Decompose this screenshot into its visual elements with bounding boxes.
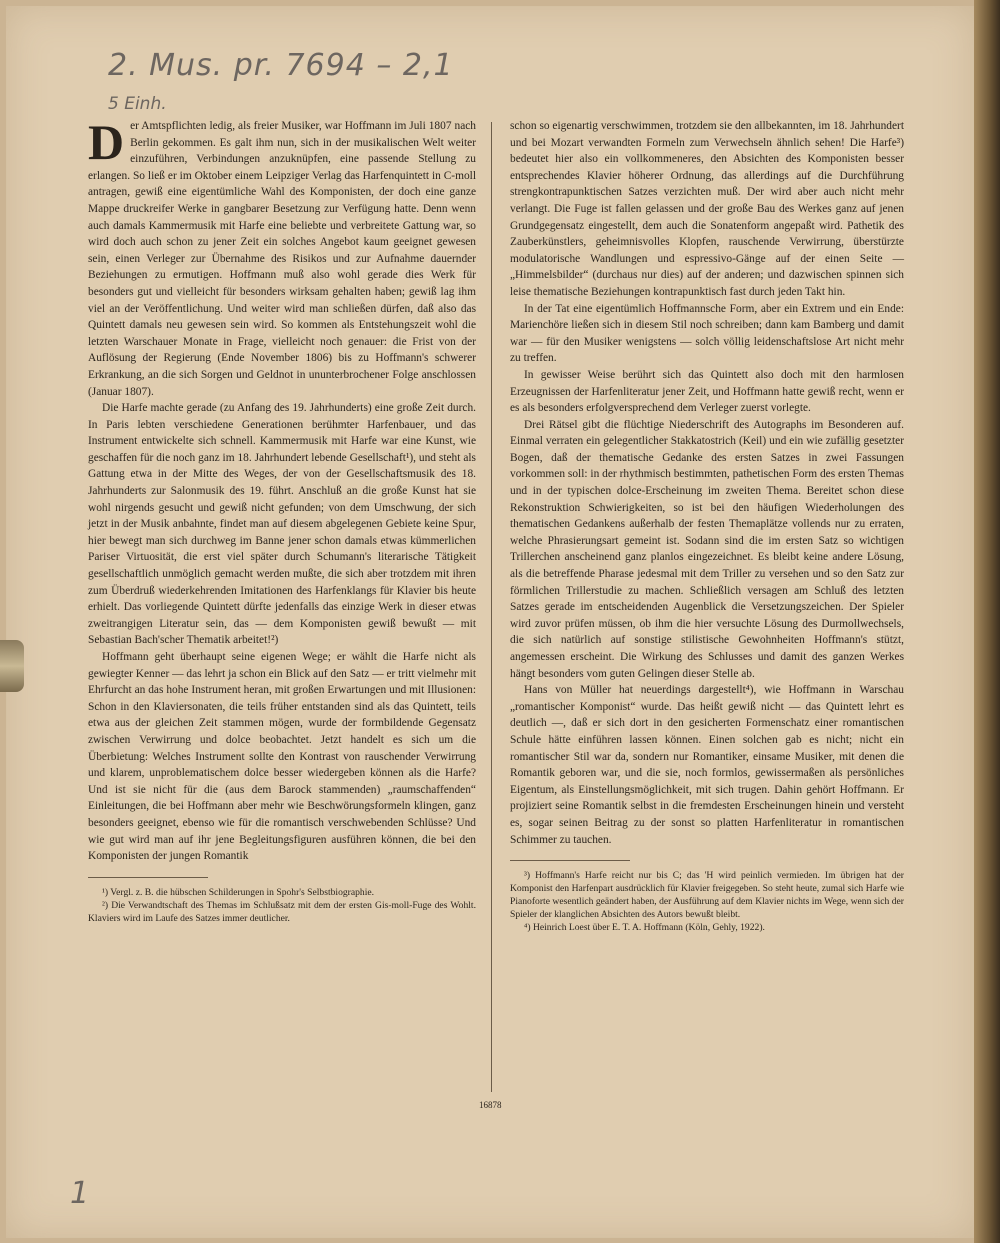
footnotes <box>510 869 904 934</box>
footnote-rule <box>510 860 630 861</box>
drop-cap: D <box>88 114 125 170</box>
paragraph: Drei Rätsel gibt die flüchtige Niederschrift des Autographs im Besonderen auf. Einmal verraten ein gelegentlicher Stakkatostrich (Keil) und ein wie zufällig gesetzter Bogen, daß der thematische Gedanke des ersten Satzes in zwei Fassungen vorkommen soll: in der rhythmisch bestimmten, pathetischen Form des ersten Themas und in der typischen dolce-Erscheinung im zweiten Thema. Bereitet schon diese Rekonstruktion Schwierigkeiten, so ist bei den häufigen Wiederholungen des thematischen Gedankens außerhalb der festen Themaplätze vollends nur zu erraten, welche Phrasierungsart gemeint ist. Sodann sind die im ersten Satz so wichtigen Trillerchen anscheinend ganz planlos eingezeichnet. Es bleibt keine andere Lösung, als die betreffende Pharase jedesmal mit dem Triller zu versehen und so den Satz zur förmlichen Trillerstudie zu machen. Schließlich versagen am Schluß des letzten Satzes gerade im entscheidenden Augenblick die Versetzungszeichen. Der Spieler wird zuvor prüfen müssen, ob ihm die hier versuchte Lösung des Durmollwechsels, die sich natürlich auf sonstige stilistische Gewohnheiten Hoffmann's stützt, angemessen erscheint. Die Wirkung des Schlusses und damit des ganzen Werkes hängt besonders vom guten Gelingen dieser Stelle ab. <box>510 418 904 680</box>
paragraph: Hoffmann geht überhaupt seine eigenen Wege; er wählt die Harfe nicht als gewiegter Kenner — das lehrt ja schon ein Blick auf den Satz — er tritt vielmehr mit Ehrfurcht an das hohe Instrument heran, mit großen Erwartungen und mit Illusionen: Schon in den Klaviersonaten, die teils früher entstanden sind als das Quintett, teils etwa aus der gleichen Zeit stammen mögen, wurde der formbildende Gegensatz zwischen Verwirrung und dolce beobachtet. Jetzt handelt es sich um die Überbietung: Welches Instrument sollte den Kontrast von rauschender Verwirrung und klarem, unproblematischem dolce besser wiedergeben können als die Harfe? Und ist sie nicht für die (aus dem Barock stammenden) „raumschaffenden“ Einleitungen, die bei Hoffmann aber mehr wie Beschwörungsformeln klingen, ganz besonders geeignet, ebenso wie für die romantisch verschwebenden Schlüsse? Und wie gut wird man auf ihr jene Begleitungsfiguren ausführen können, die bei den Komponisten der jungen Romantik <box>88 651 476 863</box>
handwritten-shelfmark: 2. Mus. pr. 7694 – 2,1 <box>108 48 454 83</box>
paragraph: In der Tat eine eigentümlich Hoffmannsche Form, aber ein Extrem und ein Ende: Marienchöre ließen sich in diesem Stil noch schreiben; dann kam Bamberg und damit war — für den Musiker wenigstens — solch völlig leidenschaftslose Art nicht mehr zu treffen. <box>510 302 904 365</box>
page-number: 16878 <box>479 1100 502 1110</box>
paragraph: In gewisser Weise berührt sich das Quintett also doch mit den harmlosen Erzeugnissen der Harfenliteratur jener Zeit, und Hoffmann hatte gewiß recht, wenn er es als besonders erfolgversprechend dem Verleger zuerst vorlegte. <box>510 368 904 415</box>
footnote: ¹) Vergl. z. B. die hübschen Schilderungen in Spohr's Selbstbiographie. <box>102 886 375 898</box>
handwritten-folio: 1 <box>70 1176 90 1211</box>
right-column <box>510 118 904 934</box>
paragraph <box>88 114 476 400</box>
footnote-rule <box>88 877 208 878</box>
book-spine <box>974 0 1000 1243</box>
handwritten-einheiten: 5 Einh. <box>108 94 167 114</box>
footnote: ⁴) Heinrich Loest über E. T. A. Hoffmann (Köln, Gehly, 1922). <box>524 922 765 934</box>
column-divider <box>491 122 492 1092</box>
footnote: ²) Die Verwandtschaft des Themas im Schlußsatz mit dem der ersten Gis-moll-Fuge des Wohlt. Klaviers wird im Laufe des Satzes immer deutlicher. <box>88 899 476 924</box>
left-column <box>88 114 476 925</box>
binding-clip <box>0 640 24 692</box>
footnotes <box>88 886 476 925</box>
paragraph: Die Harfe machte gerade (zu Anfang des 19. Jahrhunderts) eine große Zeit durch. In Paris lebten verschiedene Generationen berühmter Harfenbauer, und das Instrument entwickelte sich schnell. Kammermusik mit Harfe war eine Kunst, wie geschaffen für die noch ganz im 18. Jahrhundert lebende Gesellschaft¹), und steht als Gattung etwa in der Mitte des Weges, der von der Gesellschaftsmusik des 18. Jahrhunderts zur Salonmusik des 19. führt. Anschluß an die große Kunst hat sie wohl nirgends gesucht und gewiß nicht gefunden; von dem Umschwung, der sich jetzt in der Musik anbahnte, findet man auf diesem abgelegenen Gebiete keine Spur, hier bewegt man sich durchweg im Banne jener schon damals etwas kümmerlichen Pariser Virtuosität, die erst viel später durch Schumann's literarische Tätigkeit gesellschaftlich unmöglich gemacht werden mußte, die sich aber trotzdem mit ihren zum Überdruß wiederkehrenden Imitationen des Harfenklangs für Klavier bis heute erhielt. Das vorliegende Quintett dürfte jedenfalls das einzige Werk in dieser etwas zweitrangigen Literatur sein, das — dem Komponisten gewiß bewußt — mit Sebastian Bach'scher Thematik arbeitet!²) <box>88 402 476 647</box>
paragraph: Hans von Müller hat neuerdings dargestellt⁴), wie Hoffmann in Warschau „romantischer Komponist“ wurde. Das heißt gewiß nicht — das Quintett lehrt es deutlich —, daß er sich dort in den gesicherten Formenschatz einer romantischen Schule hätte einführen lassen können. Einen solchen gab es nicht; nicht ein romantischer Stil war da, sondern nur Romantiker, einsame Musiker, mit denen die Romantik geboren war, und die sie, noch formlos, gewissermaßen als persönliches Eigentum, als Einstellungsmöglichkeit, mit sich trugen. Dahin gehört Hoffmann. Er projiziert seine Romantik selbst in die fremdesten Erscheinungen hinein und versteht es, sogar seinen Beitrag zu der sonst so platten Harfenliteratur in romantischen Schimmer zu tauchen. <box>510 684 904 846</box>
footnote: ³) Hoffmann's Harfe reicht nur bis C; das 'H wird peinlich vermieden. Im übrigen hat der Komponist den Harfenpart ausdrücklich für Klavier freigegeben. So steht heute, zumal sich Harfe wie Pianoforte wesentlich geändert haben, der Ausführung auf dem Klavier nichts im Wege, wenn sich der Spieler der klanglichen Absichten des Autors bewußt bleibt. <box>510 870 904 921</box>
paragraph-text: er Amtspflichten ledig, als freier Musiker, war Hoffmann im Juli 1807 nach Berlin gekommen. Es galt ihm nun, sich in der musikalischen Welt weiter einzuführen, Verbindungen anzuknüpfen, eine passende Stellung zu erlangen. So ließ er im Oktober einem Leipziger Verlag das Harfenquintett in C-moll antragen, gewiß eine eigentümliche Wahl des Komponisten, der doch eine ganze Mappe druckreifer Werke in gangbarer Besetzung zur Verfügung hatte. Denn wenn auch damals Kammermusik mit Harfe eine beliebte und verbreitete Gattung war, so wird doch auch schon zu jener Zeit ein solches Angebot kaum geeignet gewesen sein, einen Verleger zur Übernahme des Risikos und zur Aufnahme dauernder Beziehungen zu ermutigen. Hoffmann muß also wohl gerade dies Werk für besonders gut und vielleicht für besonders wirksam gehalten haben; gewiß lag ihm viel an der Veröffentlichung. Und weiter wird man schließen dürfen, daß also das Quintett damals neu gewesen sein wird. So kommen als Entstehungszeit wohl die letzten Warschauer Monate in Frage, vielleicht noch genauer: die Frist von der Auflösung der Regierung (Ende November 1806) bis zu Hoffmann's schwerer Erkrankung, an die sich Sorgen und Geldnot in ununterbrochener Folge anschlossen (Januar 1807). <box>88 120 476 398</box>
paragraph: schon so eigenartig verschwimmen, trotzdem sie den allbekannten, im 18. Jahrhundert und bei Mozart verwandten Formeln zum Verwechseln ähnlich sehen! Die Harfe³) bedeutet hier also ein vollkommeneres, den Absichten des Komponisten besser entsprechendes Klavier höherer Ordnung, das allerdings auf die Durchführung strengkontrapunktischen Satzes verzichten muß. Der wird aber auch nicht mehr verlangt. Die Fuge ist fallen gelassen und der große Bau des Werkes ganz auf jenen Grundgegensatz eingestellt, dem auch die Sonatenform angepaßt wird. Pathetik des Zauberkünstlers, geheimnisvolles Klopfen, rauschende Verwirrung, überstürzte modulatorische Wandlungen und espressivo-Gänge auf der einen Seite — „Himmelsbilder“ (durchaus nur dies) auf der anderen; und dazwischen spinnen sich leise thematische Beziehungen kontrapunktisch fast durch jeden Takt hin. <box>510 120 904 298</box>
